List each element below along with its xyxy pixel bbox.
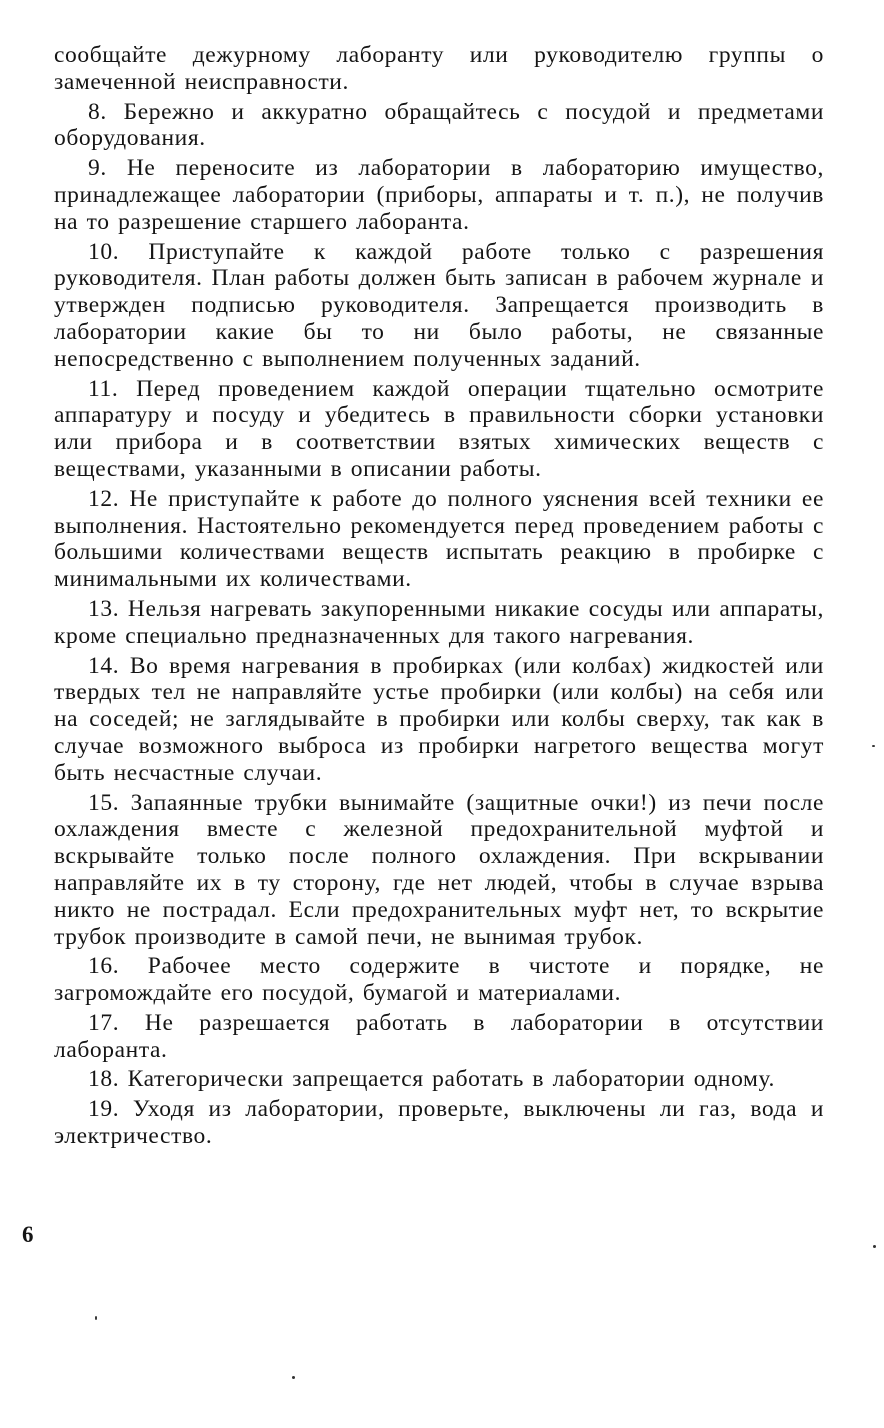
rule-19: 19. Уходя из лаборатории, проверьте, выключены ли газ, вода и электричество. — [54, 1096, 824, 1150]
scan-speck — [95, 1316, 97, 1320]
scan-speck — [292, 1376, 295, 1379]
page-body — [54, 42, 824, 1153]
rule-9: 9. Не переносите из лаборатории в лабораторию имущество, принадлежащее лаборатории (приборы, аппараты и т. п.), не получив на то разрешение старшего лаборанта. — [54, 155, 824, 235]
rule-11: 11. Перед проведением каждой операции тщательно осмотрите аппаратуру и посуду и убедитесь в правильности сборки установки или прибора и в соответствии взятых химических веществ с веществами, указанными в описании работы. — [54, 375, 824, 482]
page-number: 6 — [22, 1222, 34, 1247]
rule-14: 14. Во время нагревания в пробирках (или колбах) жидкостей или твердых тел не направляйте устье пробирки (или колбы) на себя или на соседей; не заглядывайте в пробирки или колбы сверху, так как в случае возможного выброса из пробирки нагретого вещества могут быть несчастные случаи. — [54, 652, 824, 786]
rule-16: 16. Рабочее место содержите в чистоте и порядке, не загромождайте его посудой, бумагой и материалами. — [54, 953, 824, 1007]
rule-13: 13. Нельзя нагревать закупоренными никакие сосуды или аппараты, кроме специально предназначенных для такого нагревания. — [54, 595, 824, 649]
rule-15: 15. Запаянные трубки вынимайте (защитные очки!) из печи после охлаждения вместе с железной предохранительной муфтой и вскрывайте только после полного охлаждения. При вскрывании направляйте их в ту сторону, где нет людей, чтобы в случае взрыва никто не пострадал. Если предохранительных муфт нет, то вскрытие трубок производите в самой печи, не вынимая трубок. — [54, 789, 824, 950]
rule-8: 8. Бережно и аккуратно обращайтесь с посудой и предметами оборудования. — [54, 98, 824, 152]
paragraph-continuation: сообщайте дежурному лаборанту или руководителю группы о замеченной неисправности. — [54, 42, 824, 95]
rule-10: 10. Приступайте к каждой работе только с разрешения руководителя. План работы должен быть записан в рабочем журнале и утвержден подписью руководителя. Запрещается производить в лаборатории какие бы то ни было работы, не связанные непосредственно с выполнением полученных заданий. — [54, 238, 824, 372]
rule-12: 12. Не приступайте к работе до полного уяснения всей техники ее выполнения. Настоятельно рекомендуется перед проведением работы с большими количествами веществ испытать реакцию в пробирке с минимальными их количествами. — [54, 485, 824, 593]
rule-17: 17. Не разрешается работать в лаборатории в отсутствии лаборанта. — [54, 1009, 824, 1063]
scan-speck — [872, 745, 875, 747]
scan-speck — [873, 1245, 876, 1248]
rule-18: 18. Категорически запрещается работать в лаборатории одному. — [88, 1066, 775, 1093]
